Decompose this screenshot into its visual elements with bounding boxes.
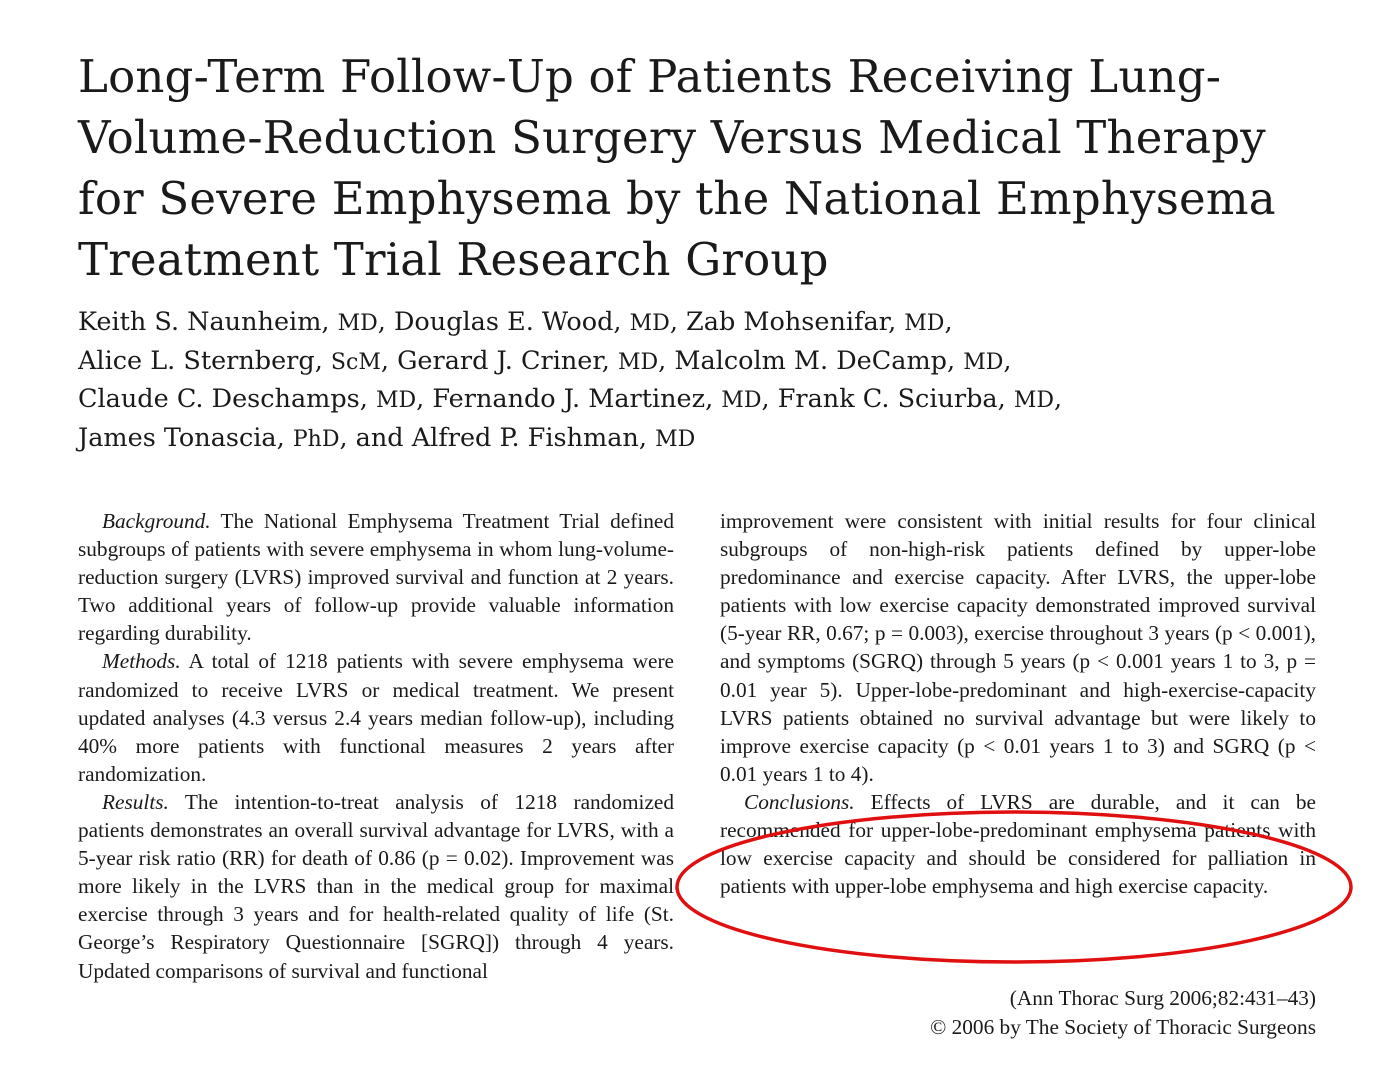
author-degree: MD xyxy=(617,349,659,375)
author-degree: MD xyxy=(1013,388,1055,413)
article-title: Long-Term Follow-Up of Patients Receiving Lung-Volume-Reduction Surgery Versus Medical Therapy for Severe Emphysema by the National Emphysema Treatment Trial Research Group xyxy=(78,50,1276,286)
author-name: Zab Mohsenifar xyxy=(686,307,889,337)
author-degree: MD xyxy=(721,388,762,413)
citation-block xyxy=(720,984,1316,1041)
author-name: James Tonascia xyxy=(78,422,277,453)
abstract-column-left xyxy=(78,507,674,985)
author-degree: MD xyxy=(904,311,945,336)
author-degree: MD xyxy=(963,349,1004,375)
abstract-column-right xyxy=(720,507,1316,900)
author-name: Douglas E. Wood xyxy=(393,307,614,337)
section-heading: Background. xyxy=(102,509,211,533)
author-degree: MD xyxy=(337,311,378,336)
author-name: Fernando J. Martinez xyxy=(432,384,706,414)
author-name: Alfred P. Fishman xyxy=(411,422,639,453)
author-list xyxy=(78,304,1278,458)
abstract-methods xyxy=(78,647,674,787)
abstract-conclusions xyxy=(720,788,1316,900)
author-name: Gerard J. Criner xyxy=(397,345,602,376)
section-text: A total of 1218 patients with severe emphysema were randomized to receive LVRS or medical treatment. We present updated analyses (4.3 versus 2.4 years median follow-up), including 40% more patients with functional measures 2 years after randomization. xyxy=(78,649,674,786)
copyright-notice: © 2006 by The Society of Thoracic Surgeons xyxy=(930,1014,1316,1039)
author-name: Keith S. Naunheim xyxy=(78,307,322,337)
author-name: Frank C. Sciurba xyxy=(777,384,998,414)
section-heading: Results. xyxy=(102,789,169,814)
author-line: Alice L. Sternberg, ScM, Gerard J. Criner, MD, Malcolm M. DeCamp, MD, xyxy=(78,345,1012,376)
section-heading: Conclusions. xyxy=(744,789,855,814)
abstract-results xyxy=(78,788,674,985)
section-text: The intention-to-treat analysis of 1218 randomized patients demonstrates an overall survival advantage for LVRS, with a 5-year risk ratio (RR) for death of 0.86 (p = 0.02). Improvement was more likely in the LVRS than in the medical group for maximal exercise through 3 years and for health-related quality of life (St. George’s Respiratory Questionnaire [SGRQ]) through 4 years. Updated comparisons of survival and functional xyxy=(78,789,674,983)
section-text: The National Emphysema Treatment Trial defined subgroups of patients with severe emphysema in whom lung-volume-reduction surgery (LVRS) improved survival and function at 2 years. Two additional years of follow-up provide valuable information regarding durability. xyxy=(78,509,674,646)
author-name: Malcolm M. DeCamp xyxy=(674,345,947,376)
author-degree: MD xyxy=(629,311,670,336)
abstract-results-continued xyxy=(720,507,1316,788)
section-heading: Methods. xyxy=(102,649,181,674)
author-line: Claude C. Deschamps, MD, Fernando J. Martinez, MD, Frank C. Sciurba, MD, xyxy=(78,384,1063,414)
author-name: Claude C. Deschamps xyxy=(78,384,360,414)
journal-citation: (Ann Thorac Surg 2006;82:431–43) xyxy=(1009,986,1316,1010)
author-name: Alice L. Sternberg xyxy=(78,345,315,376)
author-line: James Tonascia, PhD, and Alfred P. Fishman, MD xyxy=(78,422,696,453)
section-text: improvement were consistent with initial results for four clinical subgroups of non-high-risk patients defined by upper-lobe predominance and exercise capacity. After LVRS, the upper-lobe patients with low exercise capacity demonstrated improved survival (5-year RR, 0.67; p = 0.003), exercise throughout 3 years (p < 0.001), and symptoms (SGRQ) through 5 years (p < 0.001 years 1 to 3, p = 0.01 year 5). Upper-lobe-predominant and high-exercise-capacity LVRS patients obtained no survival advantage but were likely to improve exercise capacity (p < 0.01 years 1 to 3) and SGRQ (p < 0.01 years 1 to 4). xyxy=(720,509,1316,786)
author-degree: MD xyxy=(375,388,417,413)
author-degree: PhD xyxy=(292,426,340,452)
author-line: Keith S. Naunheim, MD, Douglas E. Wood, MD, Zab Mohsenifar, MD, xyxy=(78,307,953,337)
author-degree: MD xyxy=(655,426,696,452)
section-text: Effects of LVRS are durable, and it can be recommended for upper-lobe-predominant emphysema patients with low exercise capacity and should be considered for palliation in patients with upper-lobe emphysema and high exercise capacity. xyxy=(720,789,1316,899)
abstract-background xyxy=(78,507,674,647)
author-degree: ScM xyxy=(330,349,381,375)
